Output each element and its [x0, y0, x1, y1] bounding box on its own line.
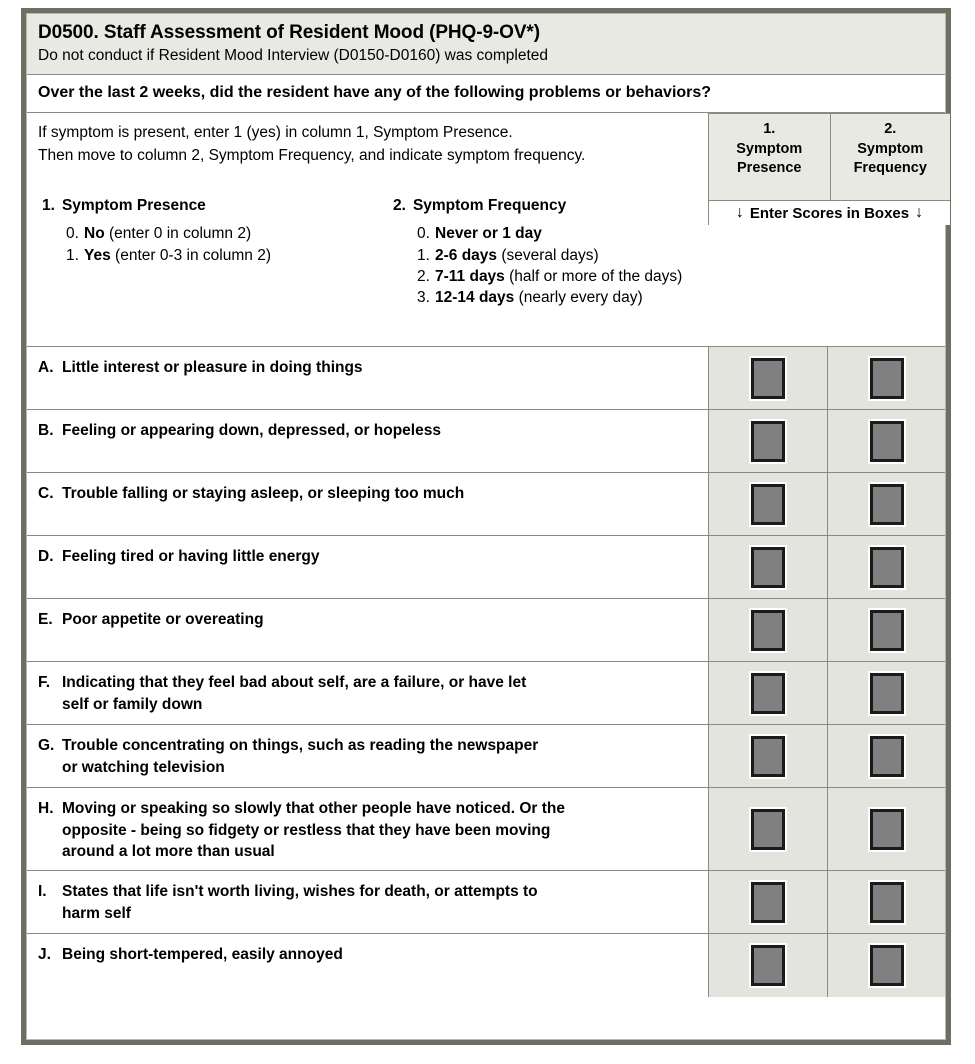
item-text-g [27, 725, 708, 787]
item-score-cells [708, 662, 945, 724]
score-box-presence-a[interactable] [751, 358, 785, 399]
enter-scores-banner [709, 201, 950, 225]
score-column-2-line1: Symptom [857, 140, 924, 157]
score-cell-frequency[interactable] [827, 788, 945, 870]
score-column-2-header [830, 114, 951, 200]
score-box-presence-e[interactable] [751, 610, 785, 651]
score-column-2-number: 2. [884, 121, 897, 138]
item-text-h [27, 788, 708, 870]
item-text-a [27, 347, 708, 409]
legend-frequency-options [393, 223, 682, 309]
item-score-cells [708, 473, 945, 535]
item-line-1: Moving or speaking so slowly that other people have noticed. Or the [62, 800, 565, 818]
score-cell-presence[interactable] [709, 725, 827, 787]
item-label: H. [38, 800, 54, 818]
table-row [27, 599, 945, 662]
instruction-line-2: Then move to column 2, Symptom Frequency, and indicate symptom frequency. [38, 147, 586, 164]
item-label: C. [38, 485, 54, 503]
score-column-1-number: 1. [763, 121, 776, 138]
score-cell-presence[interactable] [709, 410, 827, 472]
score-box-frequency-c[interactable] [870, 484, 904, 525]
legend-option-rest: (enter 0-3 in column 2) [115, 246, 271, 264]
legend-frequency-title: Symptom Frequency [412, 197, 567, 215]
score-cell-presence[interactable] [709, 536, 827, 598]
score-cell-presence[interactable] [709, 347, 827, 409]
item-line-1: Poor appetite or overeating [62, 611, 264, 629]
legend-option-rest: (nearly every day) [518, 289, 643, 307]
score-cell-frequency[interactable] [827, 473, 945, 535]
item-score-cells [708, 599, 945, 661]
legend-symptom-presence [42, 197, 271, 266]
item-line-1: Little interest or pleasure in doing things [62, 359, 363, 377]
score-cell-frequency[interactable] [827, 725, 945, 787]
item-score-cells [708, 934, 945, 997]
item-label: E. [38, 611, 53, 629]
score-cell-presence[interactable] [709, 934, 827, 997]
score-box-frequency-a[interactable] [870, 358, 904, 399]
legend-option-rest: (half or more of the days) [509, 267, 683, 285]
score-cell-presence[interactable] [709, 662, 827, 724]
item-text-c [27, 473, 708, 535]
legend-option-bold: No [84, 225, 105, 243]
score-cell-frequency[interactable] [827, 662, 945, 724]
legend-option [66, 223, 271, 244]
instruction-line-1: If symptom is present, enter 1 (yes) in column 1, Symptom Presence. [38, 124, 513, 142]
score-box-frequency-b[interactable] [870, 421, 904, 462]
score-box-presence-b[interactable] [751, 421, 785, 462]
legend-option [417, 245, 682, 266]
item-line-3: around a lot more than usual [62, 842, 275, 860]
legend-frequency-heading [393, 197, 682, 215]
arrow-down-icon-right: ↓ [915, 204, 924, 222]
score-cell-frequency[interactable] [827, 934, 945, 997]
score-box-presence-f[interactable] [751, 673, 785, 714]
table-row [27, 934, 945, 997]
legend-option-bold: 7-11 days [435, 267, 505, 285]
item-line-1: Feeling or appearing down, depressed, or hopeless [62, 422, 441, 440]
item-label: B. [38, 422, 54, 440]
table-row [27, 536, 945, 599]
legend-option-bold: Never or 1 day [435, 225, 542, 243]
item-line-2: harm self [62, 904, 131, 922]
item-label: I. [38, 883, 47, 901]
score-box-presence-g[interactable] [751, 736, 785, 777]
legend-option-key: 3. [417, 289, 430, 307]
score-box-presence-d[interactable] [751, 547, 785, 588]
table-row [27, 662, 945, 725]
item-line-1: States that life isn't worth living, wishes for death, or attempts to [62, 883, 538, 901]
score-box-frequency-d[interactable] [870, 547, 904, 588]
score-box-frequency-h[interactable] [870, 809, 904, 850]
score-box-presence-c[interactable] [751, 484, 785, 525]
score-cell-presence[interactable] [709, 788, 827, 870]
table-row [27, 410, 945, 473]
item-text-i [27, 871, 708, 933]
legend-presence-number: 1. [42, 197, 55, 215]
table-row [27, 725, 945, 788]
score-column-2-line2: Frequency [853, 160, 927, 177]
form-header [27, 14, 945, 75]
legend-option-bold: 2-6 days [435, 246, 498, 264]
page-subtitle: Do not conduct if Resident Mood Interview (D0150-D0160) was completed [38, 46, 549, 64]
item-score-cells [708, 788, 945, 870]
item-line-1: Indicating that they feel bad about self, are a failure, or have let [62, 674, 527, 692]
item-score-cells [708, 725, 945, 787]
item-line-1: Being short-tempered, easily annoyed [62, 946, 343, 964]
item-text-b [27, 410, 708, 472]
item-label: J. [38, 946, 51, 964]
assessment-form [26, 13, 946, 1040]
score-box-frequency-e[interactable] [870, 610, 904, 651]
item-text-f [27, 662, 708, 724]
item-line-1: Trouble falling or staying asleep, or sleeping too much [62, 485, 465, 503]
item-label: D. [38, 548, 54, 566]
item-score-cells [708, 871, 945, 933]
score-box-frequency-f[interactable] [870, 673, 904, 714]
item-label: G. [38, 737, 55, 755]
score-cell-presence[interactable] [709, 599, 827, 661]
score-column-1-line2: Presence [737, 160, 802, 177]
score-columns-header [708, 113, 950, 225]
table-row [27, 788, 945, 871]
item-line-2: or watching television [62, 758, 225, 776]
score-columns-titles [709, 113, 950, 201]
score-box-presence-i[interactable] [751, 882, 785, 923]
instructions-section [27, 113, 945, 347]
score-box-frequency-i[interactable] [870, 882, 904, 923]
score-cell-frequency[interactable] [827, 347, 945, 409]
item-score-cells [708, 347, 945, 409]
item-line-2: self or family down [62, 695, 203, 713]
legend-option [66, 245, 271, 266]
item-score-cells [708, 410, 945, 472]
items-table [27, 347, 945, 997]
score-cell-frequency[interactable] [827, 871, 945, 933]
score-box-frequency-j[interactable] [870, 945, 904, 986]
table-row [27, 473, 945, 536]
score-box-frequency-g[interactable] [870, 736, 904, 777]
assessment-form-frame [21, 8, 951, 1045]
score-cell-presence[interactable] [709, 871, 827, 933]
question-prompt: Over the last 2 weeks, did the resident have any of the following problems or behaviors? [27, 75, 945, 113]
score-cell-presence[interactable] [709, 473, 827, 535]
legend-option [417, 287, 682, 308]
item-text-d [27, 536, 708, 598]
item-line-2: opposite - being so fidgety or restless that they have been moving [62, 821, 551, 839]
legend-option-bold: 12-14 days [435, 289, 515, 307]
item-label: F. [38, 674, 51, 692]
item-text-j [27, 934, 708, 997]
legend-option-key: 2. [417, 267, 430, 285]
legend-option [417, 266, 682, 287]
score-cell-frequency[interactable] [827, 536, 945, 598]
score-box-presence-j[interactable] [751, 945, 785, 986]
legend-option-key: 1. [66, 246, 79, 264]
item-line-1: Feeling tired or having little energy [62, 548, 320, 566]
item-line-1: Trouble concentrating on things, such as reading the newspaper [62, 737, 539, 755]
legend-symptom-frequency [393, 197, 682, 309]
legend-option-key: 0. [417, 225, 430, 243]
item-text-e [27, 599, 708, 661]
item-score-cells [708, 536, 945, 598]
legend-presence-options [42, 223, 271, 266]
table-row [27, 871, 945, 934]
legend-option-key: 0. [66, 225, 79, 243]
legend-option [417, 223, 682, 244]
enter-scores-label: Enter Scores in Boxes [749, 204, 910, 222]
legend-option-rest: (enter 0 in column 2) [108, 225, 252, 243]
page-title: D0500. Staff Assessment of Resident Mood (PHQ-9-OV*) [38, 22, 540, 43]
legend-option-rest: (several days) [501, 246, 599, 264]
score-cell-frequency[interactable] [827, 410, 945, 472]
legend-option-key: 1. [417, 246, 430, 264]
item-label: A. [38, 359, 54, 377]
legend-option-bold: Yes [84, 246, 111, 264]
score-column-1-header [709, 114, 830, 200]
legend-presence-heading [42, 197, 271, 215]
score-cell-frequency[interactable] [827, 599, 945, 661]
arrow-down-icon-left: ↓ [735, 204, 744, 222]
legend-frequency-number: 2. [393, 197, 406, 215]
score-box-presence-h[interactable] [751, 809, 785, 850]
table-row [27, 347, 945, 410]
score-column-1-line1: Symptom [736, 140, 803, 157]
legend-presence-title: Symptom Presence [61, 197, 206, 215]
